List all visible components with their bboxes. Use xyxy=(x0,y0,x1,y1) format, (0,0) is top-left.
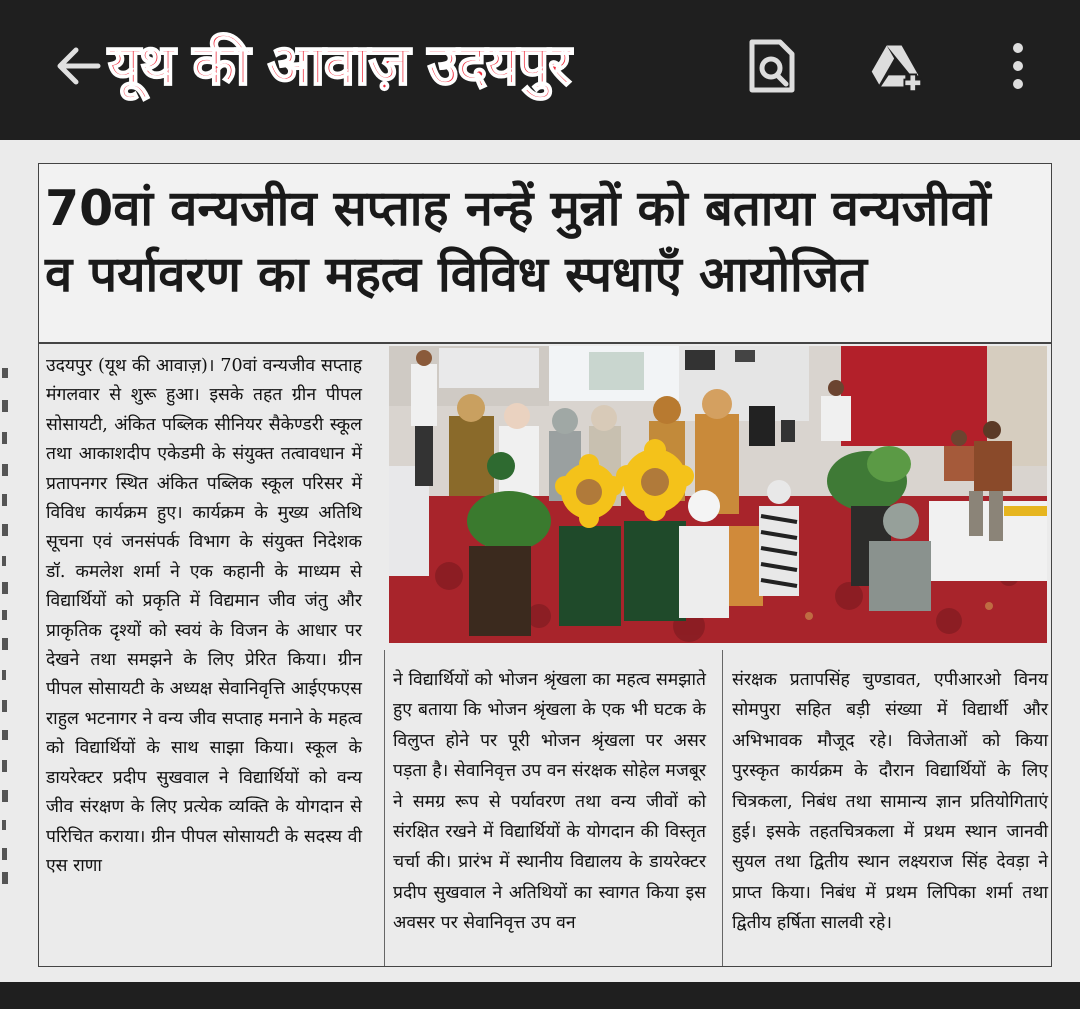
headline-line-1: 70वां वन्यजीव सप्ताह नन्हें मुन्नों को बताया वन्यजीवों xyxy=(45,180,991,237)
more-vertical-icon[interactable] xyxy=(990,38,1046,94)
headline-line-2: व पर्यावरण का महत्व विविध स्पधाएँ आयोजित xyxy=(45,246,868,303)
column-divider xyxy=(384,650,385,966)
adjacent-column-fragment xyxy=(0,360,14,890)
brand-title: यूथ की आवाज़ उदयपुर xyxy=(108,33,571,98)
back-arrow-icon[interactable] xyxy=(52,40,104,92)
article-column-3: संरक्षक प्रतापसिंह चुण्डावत, एपीआरओ विनय सोमपुरा सहित बड़ी संख्या में विद्यार्थी और अभिभावक मौजूद रहे। विजेताओं को किया पुरस्कृत कार्यक्रम के दौरान विद्यार्थियों के लिए चित्रकला, निबंध तथा सामान्य ज्ञान प्रतियोगिताएं हुई। इसके तहतचित्रकला में प्रथम स्थान जानवी सुयल तथा द्वितीय स्थान लक्ष्यराज सिंह देवड़ा ने प्राप्त किया। निबंध में प्रथम लिपिका शर्मा तथा द्वितीय हर्षिता सालवी रहे। xyxy=(732,670,1048,934)
article-column-2: ने विद्यार्थियों को भोजन श्रृंखला का महत्व समझाते हुए बताया कि भोजन श्रृंखला के एक भी घटक के विलुप्त होने पर पूरी भोजन श्रृंखला पर असर पड़ता है। सेवानिवृत्त उप वन संरक्षक सोहेल मजबूर ने समग्र रूप से पर्यावरण तथा वन्य जीवों को संरक्षित रखने में विद्यार्थियों के योगदान की विस्तृत चर्चा की। प्रारंभ में स्थानीय विद्यालय के डायरेक्टर प्रदीप सुखवाल ने अतिथियों का स्वागत किया इस अवसर पर सेवानिवृत्त उप वन xyxy=(393,670,706,934)
app-toolbar xyxy=(0,0,1080,140)
search-document-icon[interactable] xyxy=(746,38,802,94)
drive-add-icon[interactable] xyxy=(868,38,924,94)
bottom-nav-bar xyxy=(0,982,1080,1009)
article-column-1: उदयपुर (यूथ की आवाज़)। 70वां वन्यजीव सप्ताह मंगलवार से शुरू हुआ। इसके तहत ग्रीन पीपल सोसायटी, अंकित पब्लिक सीनियर सैकेण्डरी स्कूल तथा आकाशदीप एकेडमी के संयुक्त तत्वावधान में प्रतापनगर स्थित अंकित पब्लिक स्कूल परिसर में विविध कार्यक्रम हुए। कार्यक्रम के मुख्य अतिथि सूचना एवं जनसंपर्क विभाग के संयुक्त निदेशक डॉ. कमलेश शर्मा ने एक कहानी के माध्यम से विद्यार्थियों को प्रकृति में विद्यमान जीव जंतु और प्राकृतिक दृश्यों को स्वयं के विजन के आधार पर देखने तथा समझने के लिए प्रेरित किया। ग्रीन पीपल सोसायटी के अध्यक्ष सेवानिवृत्ति आईएफएस राहुल भटनागर ने वन्य जीव सप्ताह मनाने के महत्व को विद्यार्थियों के साथ साझा किया। स्कूल के डायरेक्टर प्रदीप सुखवाल ने विद्यार्थियों को वन्य जीव संरक्षण के लिए प्रत्येक व्यक्ति के योगदान से परिचित कराया। ग्रीन पीपल सोसायटी के सदस्य वी एस राणा xyxy=(46,356,362,876)
event-photo xyxy=(389,346,1047,643)
headline-box xyxy=(38,163,1052,343)
headline xyxy=(45,176,1045,308)
column-divider xyxy=(722,650,723,966)
